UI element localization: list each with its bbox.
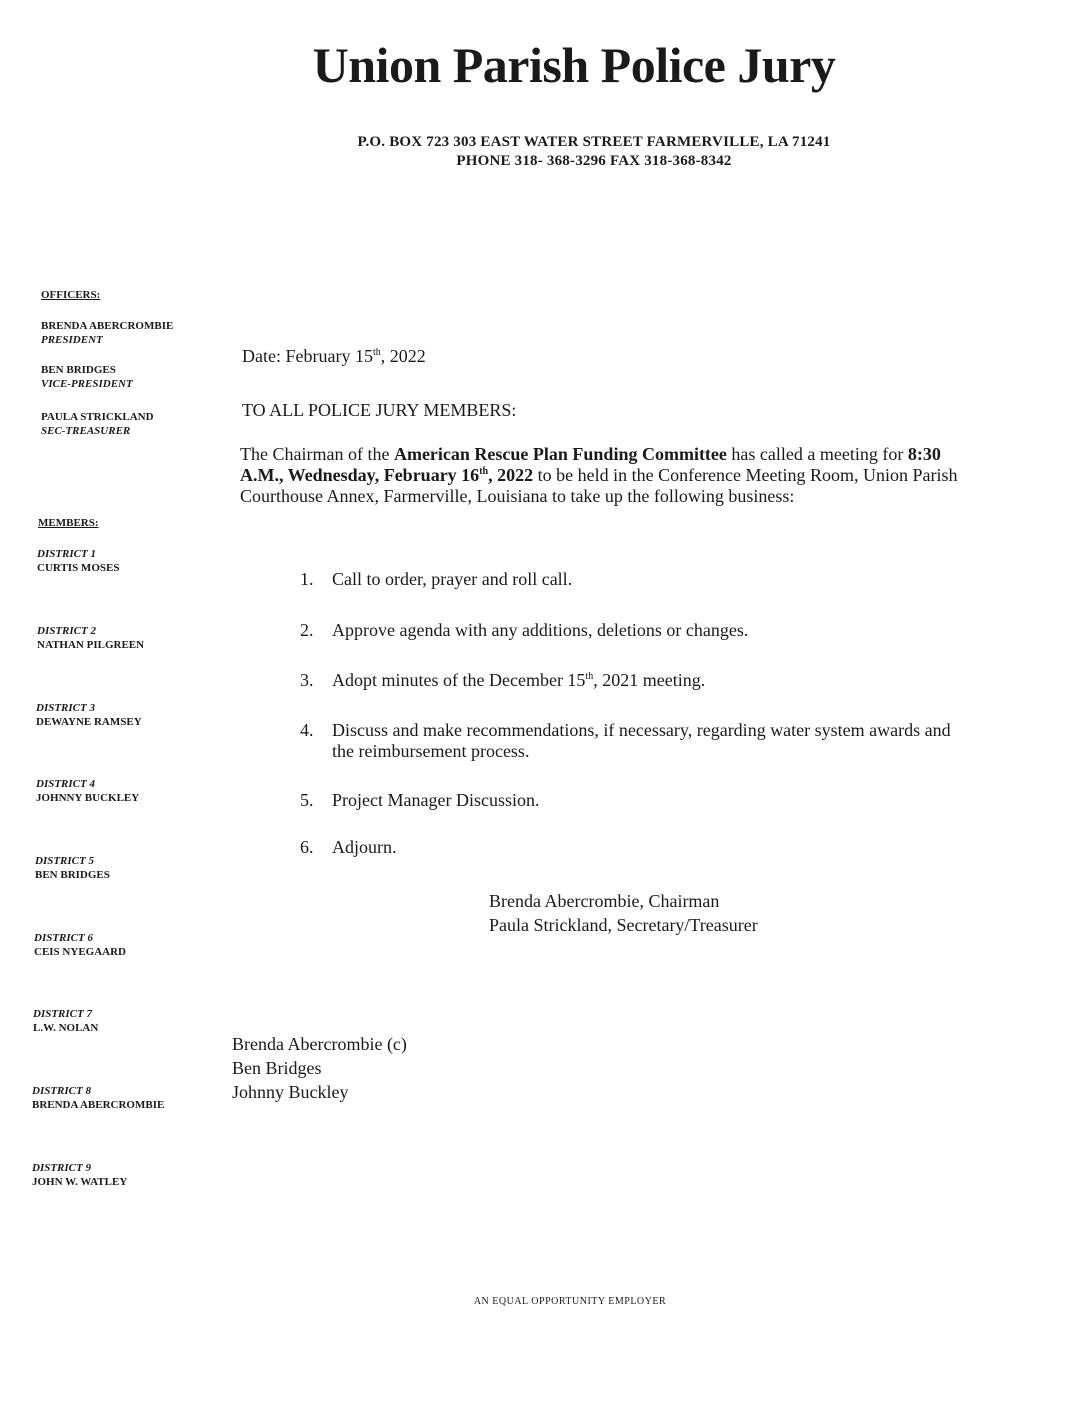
committee-member: Brenda Abercrombie (c) <box>232 1034 407 1054</box>
member-entry <box>35 854 110 882</box>
agenda-number: 4. <box>300 720 314 740</box>
agenda-number: 3. <box>300 670 314 690</box>
member-district: DISTRICT 6 <box>34 932 93 944</box>
officer-entry <box>41 319 173 347</box>
date-sup: th <box>372 347 381 358</box>
member-name: CEIS NYEGAARD <box>34 946 126 958</box>
member-name: CURTIS MOSES <box>37 562 120 574</box>
member-name: JOHN W. WATLEY <box>32 1176 128 1188</box>
member-district: DISTRICT 7 <box>33 1008 92 1020</box>
member-name: BRENDA ABERCROMBIE <box>32 1099 165 1111</box>
agenda-number: 1. <box>300 569 314 589</box>
committee-members-list <box>232 1032 407 1104</box>
member-entry <box>37 547 119 575</box>
meeting-time-text: 8:30 A.M., Wednesday, February 16 <box>240 444 941 485</box>
meeting-time-sup: th <box>479 466 489 477</box>
member-name: BEN BRIDGES <box>35 869 110 881</box>
officers-heading: OFFICERS: <box>41 289 101 301</box>
agenda-text: Call to order, prayer and roll call. <box>332 569 573 589</box>
member-entry <box>33 1007 98 1035</box>
agenda-number: 2. <box>300 620 314 640</box>
member-name: L.W. NOLAN <box>33 1022 99 1034</box>
letterhead-title: Union Parish Police Jury <box>312 37 836 93</box>
officer-role: VICE-PRESIDENT <box>41 378 133 390</box>
member-entry <box>34 931 126 959</box>
agenda-text: Adjourn. <box>332 837 397 857</box>
committee-member: Ben Bridges <box>232 1058 322 1078</box>
agenda-text: Discuss and make recommendations, if necessary, regarding water system awards and the reimbursement process. <box>332 720 951 761</box>
member-entry <box>36 777 139 805</box>
members-heading: MEMBERS: <box>38 517 99 529</box>
committee-name: American Rescue Plan Funding Committee <box>393 444 727 464</box>
letter-date <box>242 346 426 367</box>
agenda-text: Project Manager Discussion. <box>332 790 540 810</box>
date-year: , 2022 <box>380 346 426 366</box>
member-district: DISTRICT 3 <box>36 702 95 714</box>
member-district: DISTRICT 8 <box>32 1085 91 1097</box>
officer-role: PRESIDENT <box>41 334 103 346</box>
member-entry <box>37 624 144 652</box>
member-name: DEWAYNE RAMSEY <box>36 716 142 728</box>
agenda-sup: th <box>585 671 594 682</box>
member-district: DISTRICT 2 <box>37 625 96 637</box>
member-entry <box>32 1084 164 1112</box>
officer-name: BEN BRIDGES <box>41 364 116 376</box>
officer-name: PAULA STRICKLAND <box>41 411 154 423</box>
officer-role: SEC-TREASURER <box>41 425 131 437</box>
letterhead-address: P.O. BOX 723 303 EAST WATER STREET FARMERVILLE, LA 71241 <box>357 134 831 150</box>
agenda-text: Approve agenda with any additions, deletions or changes. <box>332 620 749 640</box>
agenda-text: Adopt minutes of the December 15 <box>332 670 586 690</box>
intro-text: has called a meeting for <box>726 444 908 464</box>
officer-name: BRENDA ABERCROMBIE <box>41 320 174 332</box>
member-name: NATHAN PILGREEN <box>37 639 145 651</box>
sidebar <box>0 0 230 1408</box>
agenda-number: 6. <box>300 837 314 857</box>
member-name: JOHNNY BUCKLEY <box>36 792 140 804</box>
member-district: DISTRICT 1 <box>37 548 96 560</box>
meeting-time-year: , 2022 <box>488 465 534 485</box>
member-entry <box>32 1161 127 1189</box>
date-text: Date: February 15 <box>242 346 373 366</box>
salutation: TO ALL POLICE JURY MEMBERS: <box>242 400 517 420</box>
officer-entry <box>41 410 154 438</box>
signature-chairman: Brenda Abercrombie, Chairman <box>489 891 720 911</box>
agenda-text-group <box>332 670 972 691</box>
member-district: DISTRICT 5 <box>35 855 94 867</box>
intro-text: The Chairman of the <box>240 444 394 464</box>
footer-eeo: AN EQUAL OPPORTUNITY EMPLOYER <box>473 1296 667 1307</box>
intro-text: to be held in the Conference Meeting Room, Union Parish Courthouse Annex, Farmerville, Louisiana to take up the following business: <box>240 465 958 506</box>
agenda-number: 5. <box>300 790 314 810</box>
officer-entry <box>41 363 133 391</box>
signature-secretary: Paula Strickland, Secretary/Treasurer <box>489 915 758 935</box>
member-district: DISTRICT 9 <box>32 1162 91 1174</box>
intro-paragraph <box>240 444 980 507</box>
agenda-text-tail: , 2021 meeting. <box>593 670 706 690</box>
committee-member: Johnny Buckley <box>232 1082 349 1102</box>
member-district: DISTRICT 4 <box>36 778 95 790</box>
letterhead-phone: PHONE 318- 368-3296 FAX 318-368-8342 <box>456 153 732 169</box>
member-entry <box>36 701 142 729</box>
